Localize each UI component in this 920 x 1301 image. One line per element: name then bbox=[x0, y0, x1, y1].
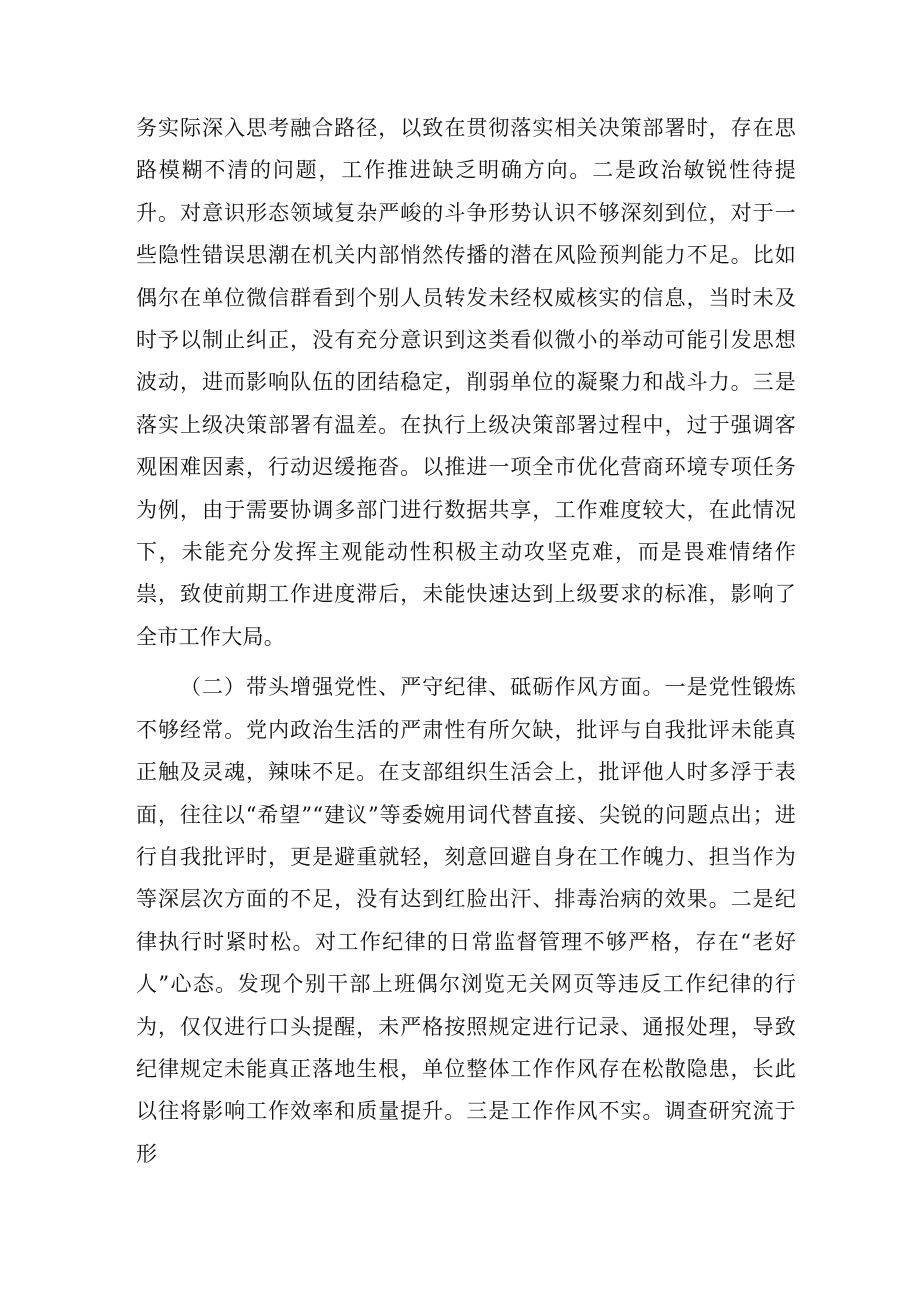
paragraph-section-two: （二）带头增强党性、严守纪律、砥砺作风方面。一是党性锻炼不够经常。党内政治生活的严肃性有所欠缺，批评与自我批评未能真正触及灵魂，辣味不足。在支部组织生活会上，批评他人时多浮于表面，往往以“希望”“建议”等委婉用词代替直接、尖锐的问题点出；进行自我批评时，更是避重就轻，刻意回避自身在工作魄力、担当作为等深层次方面的不足，没有达到红脸出汗、排毒治病的效果。二是纪律执行时紧时松。对工作纪律的日常监督管理不够严格，存在“老好人”心态。发现个别干部上班偶尔浏览无关网页等违反工作纪律的行为，仅仅进行口头提醒，未严格按照规定进行记录、通报处理，导致纪律规定未能真正落地生根，单位整体工作作风存在松散隐患，长此以往将影响工作效率和质量提升。三是工作作风不实。调查研究流于形 bbox=[136, 675, 796, 1166]
document-body bbox=[136, 107, 796, 1175]
paragraph-continuation: 务实际深入思考融合路径，以致在贯彻落实相关决策部署时，存在思路模糊不清的问题，工作推进缺乏明确方向。二是政治敏锐性待提升。对意识形态领域复杂严峻的斗争形势认识不够深刻到位，对于一些隐性错误思潮在机关内部悄然传播的潜在风险预判能力不足。比如偶尔在单位微信群看到个别人员转发未经权威核实的信息，当时未及时予以制止纠正，没有充分意识到这类看似微小的举动可能引发思想波动，进而影响队伍的团结稳定，削弱单位的凝聚力和战斗力。三是落实上级决策部署有温差。在执行上级决策部署过程中，过于强调客观困难因素，行动迟缓拖沓。以推进一项全市优化营商环境专项任务为例，由于需要协调多部门进行数据共享，工作难度较大，在此情况下，未能充分发挥主观能动性积极主动攻坚克难，而是畏难情绪作祟，致使前期工作进度滞后，未能快速达到上级要求的标准，影响了全市工作大局。 bbox=[136, 116, 796, 649]
